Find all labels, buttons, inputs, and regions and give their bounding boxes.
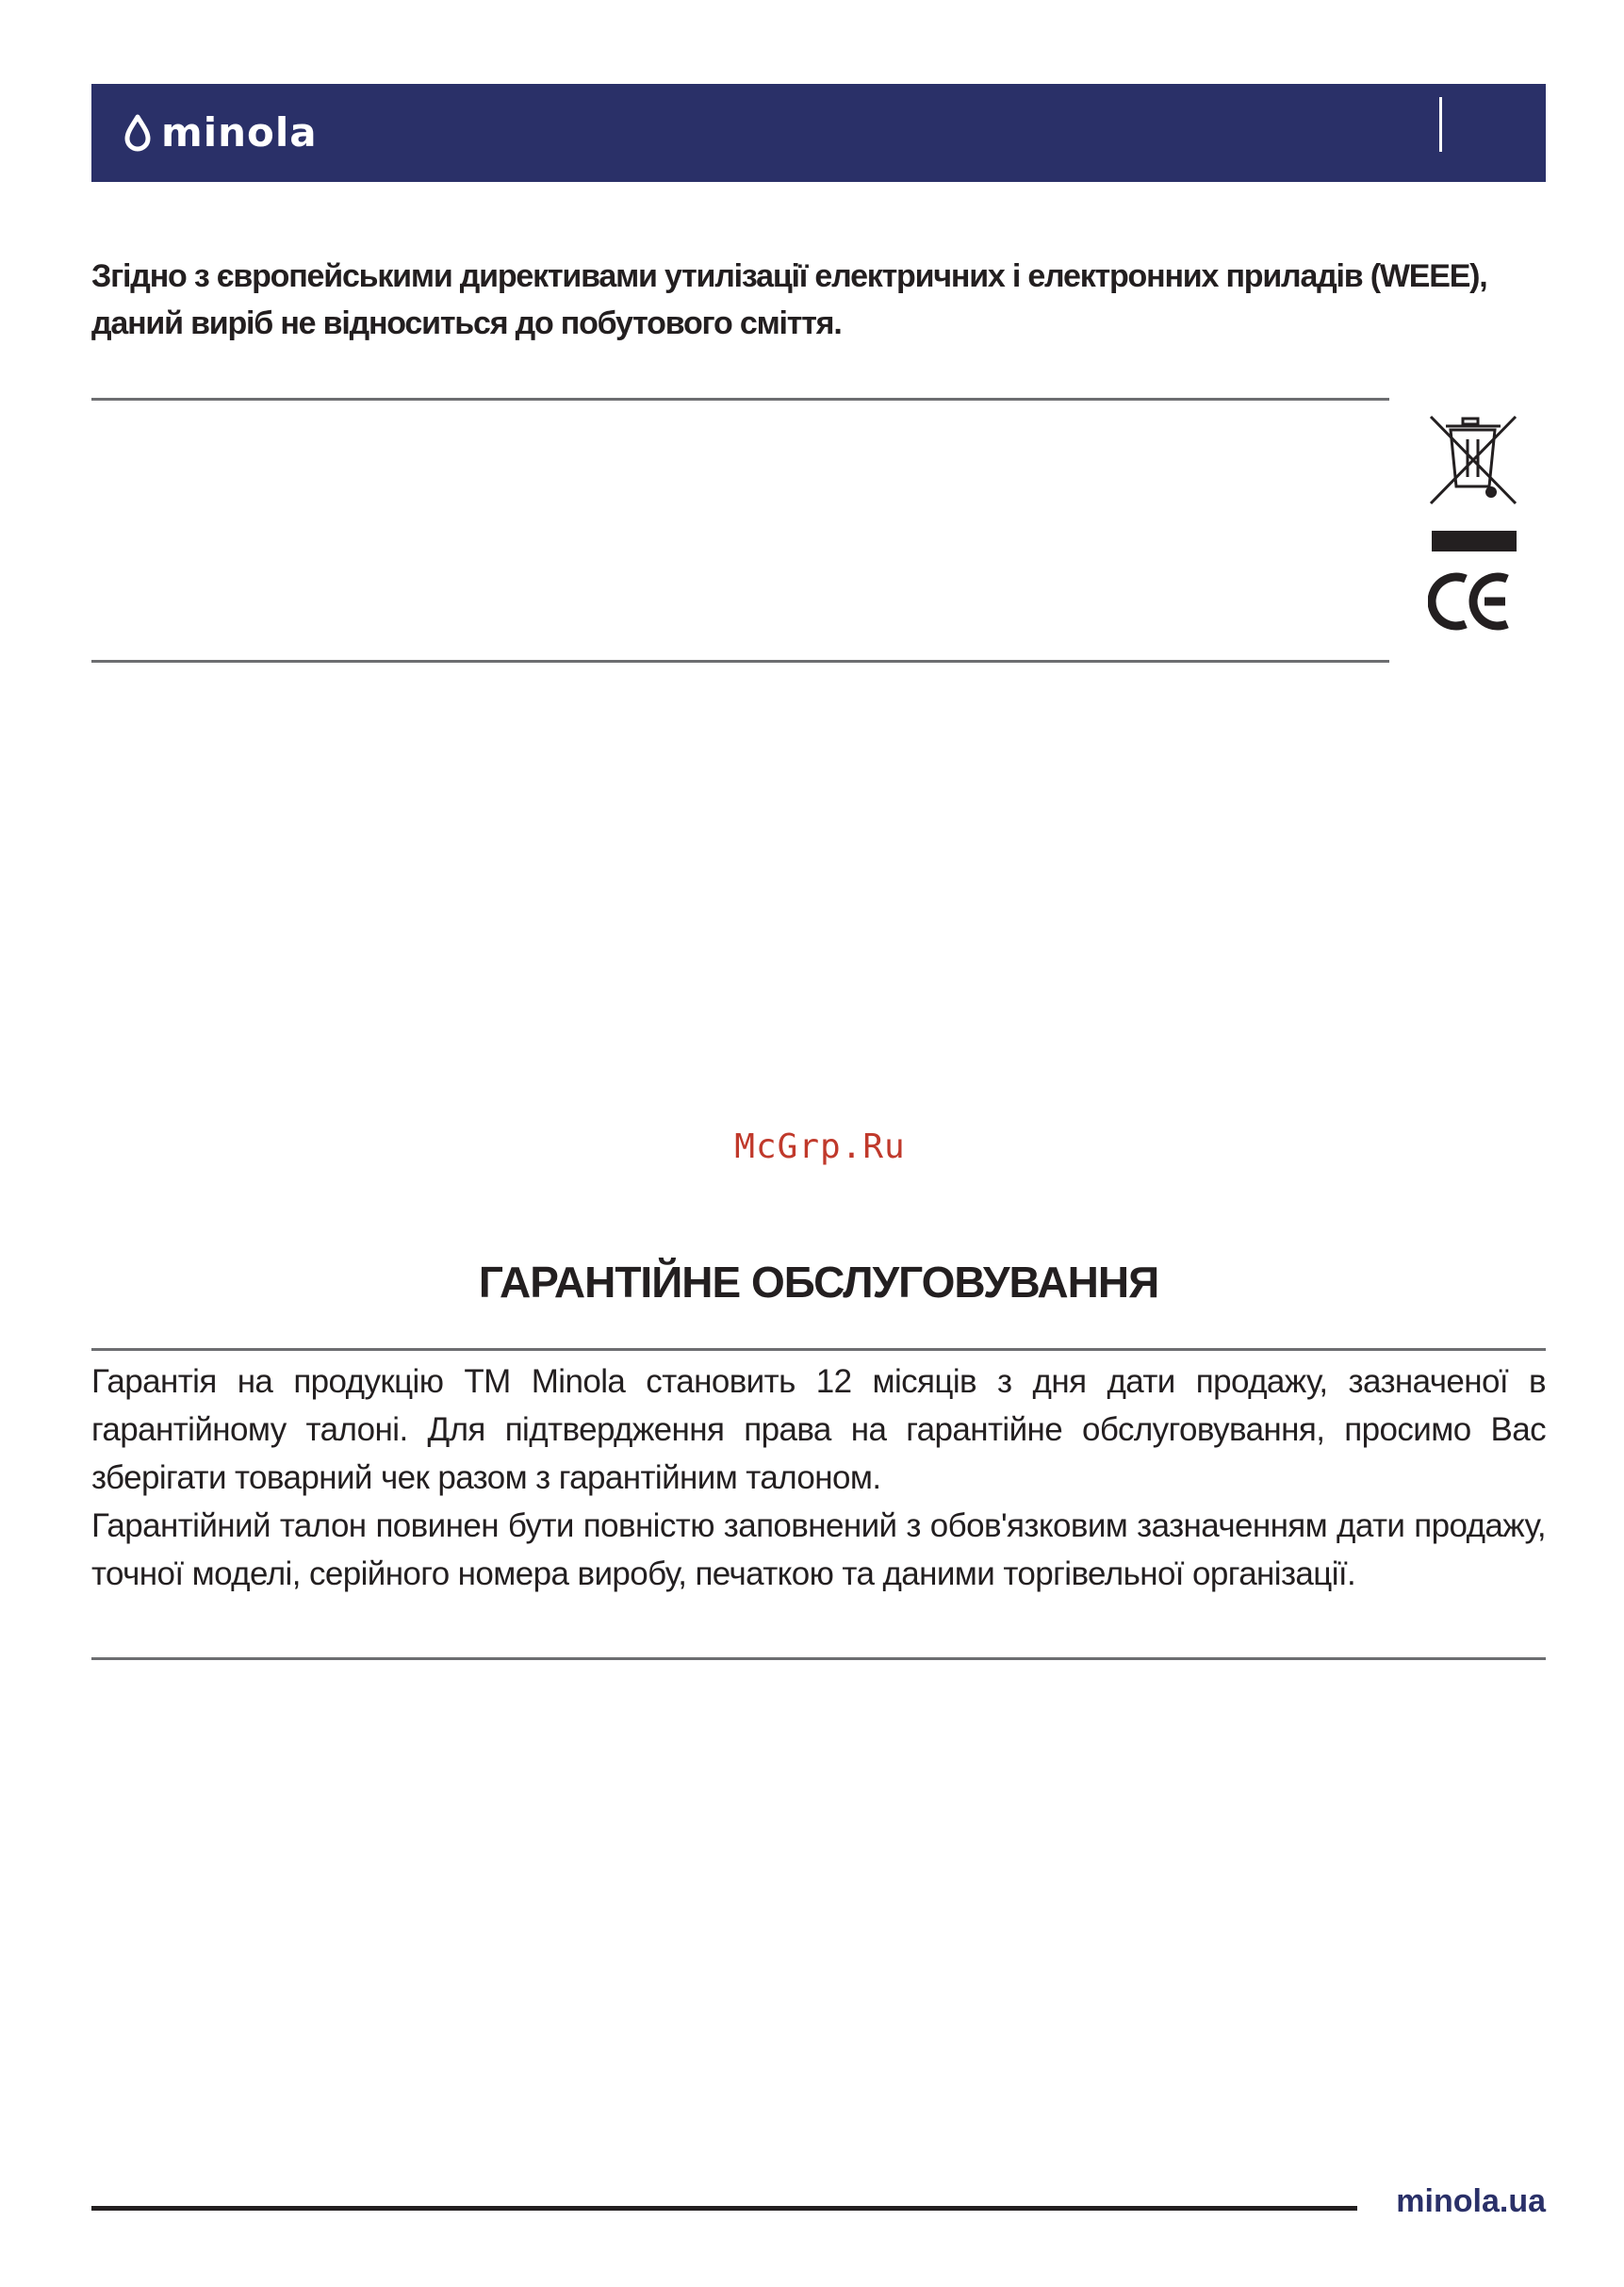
warranty-bottom-rule (91, 1657, 1546, 1660)
solid-bar-icon (1432, 531, 1517, 551)
weee-disposal-notice: Згідно з європейськими директивами утилізації електричних і електронних приладів (WEEE), даний виріб не відноситься до побутового сміття. (91, 258, 1487, 341)
ce-mark-icon (1428, 571, 1515, 632)
water-drop-logo-icon (123, 114, 152, 152)
header-bar (91, 84, 1546, 182)
warranty-body (91, 1357, 1546, 1598)
weee-section-top-rule (91, 398, 1389, 401)
footer-rule (91, 2206, 1357, 2211)
watermark-text: McGrp.Ru (734, 1127, 906, 1166)
brand-logo[interactable] (123, 109, 318, 156)
warranty-paragraph-2: Гарантійний талон повинен бути повністю заповнений з обов'язковим зазначенням дати продажу, точної моделі, серійного номера виробу, печаткою та даними торгівельної організації. (91, 1507, 1546, 1592)
warranty-section-title: ГАРАНТІЙНЕ ОБСЛУГОВУВАННЯ (478, 1258, 1159, 1307)
crossed-out-wheeled-bin-icon (1425, 411, 1521, 509)
weee-section-bottom-rule (91, 660, 1389, 663)
header-divider (1439, 97, 1442, 152)
footer-website-link[interactable]: minola.ua (1396, 2183, 1546, 2219)
logo-wordmark: minola (161, 109, 318, 156)
warranty-paragraph-1: Гарантія на продукцію ТМ Minola становить 12 місяців з дня дати продажу, зазначеної в гарантійному талоні. Для підтвердження права на гарантійне обслуговування, просимо Вас зберігати товарний чек разом з гарантійним талоном. (91, 1363, 1546, 1496)
warranty-top-rule (91, 1348, 1546, 1351)
